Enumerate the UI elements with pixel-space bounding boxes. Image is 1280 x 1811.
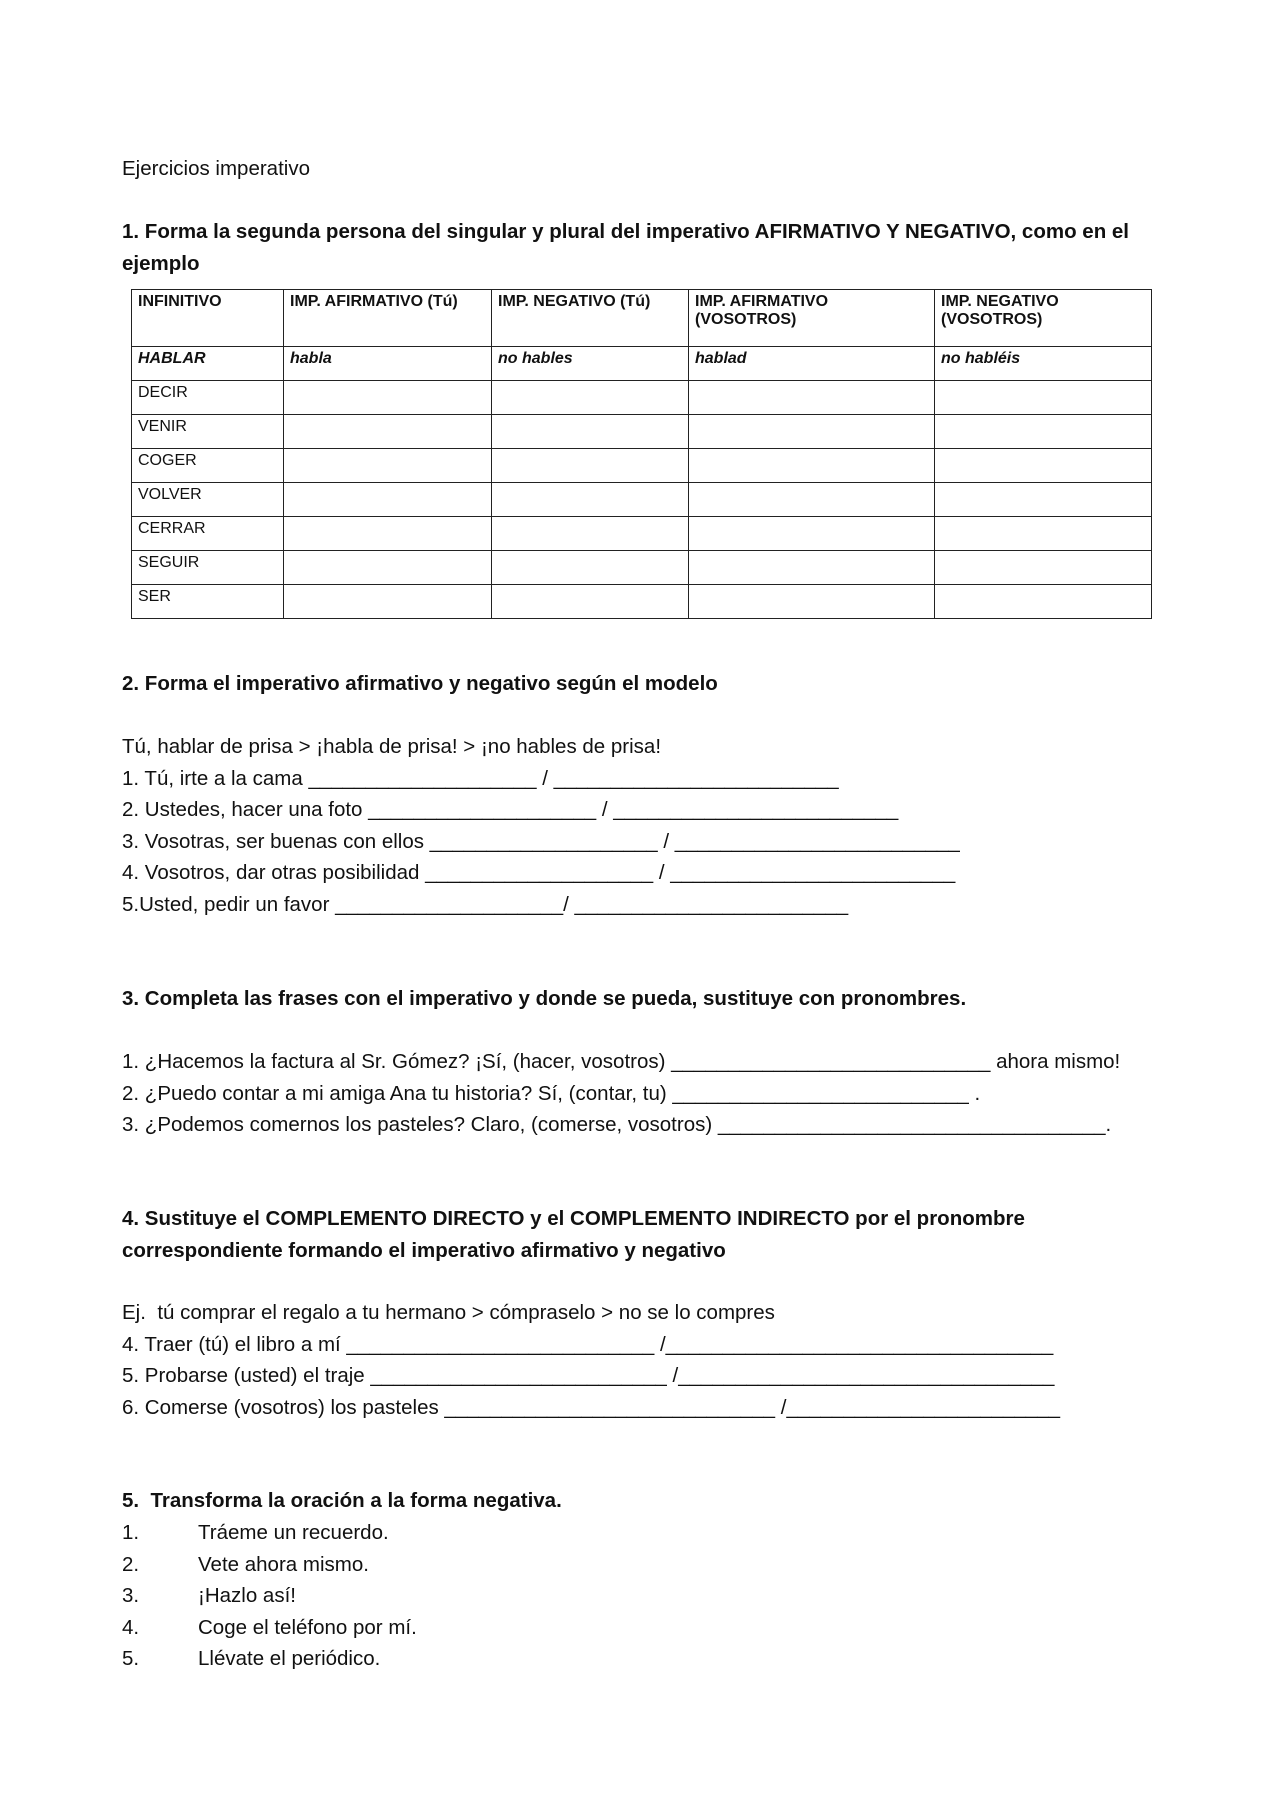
answer-cell[interactable] [935,551,1152,585]
conjugation-table [131,289,1152,619]
example-afirmativo-tu: habla [284,347,492,381]
answer-cell[interactable] [492,585,689,619]
table-row [132,449,1152,483]
exercise-3-line: 3. ¿Podemos comernos los pasteles? Claro, (comerse, vosotros) __________________________________. [122,1113,1112,1136]
list-item-number: 1. [122,1521,140,1544]
answer-cell[interactable] [284,551,492,585]
answer-cell[interactable] [689,585,935,619]
answer-cell[interactable] [935,483,1152,517]
exercise-4-body [122,1297,1162,1423]
list-item-number: 5. [122,1647,140,1670]
answer-cell[interactable] [935,585,1152,619]
exercise-4-line: 4. Traer (tú) el libro a mí ___________________________ /__________________________________ [122,1332,1054,1356]
header-infinitivo: INFINITIVO [132,290,284,347]
exercise-3-heading: 3. Completa las frases con el imperativo y donde se pueda, sustituye con pronombres. [122,987,967,1010]
answer-cell[interactable] [492,415,689,449]
exercise-3-line: 2. ¿Puedo contar a mi amiga Ana tu historia? Sí, (contar, tu) __________________________ . [122,1081,981,1105]
exercise-3-body [122,1046,1162,1141]
example-afirmativo-vosotros: hablad [689,347,935,381]
exercise-2-line: 2. Ustedes, hacer una foto ____________________ / _________________________ [122,798,899,821]
list-item-text: Vete ahora mismo. [198,1552,369,1576]
list-item-text: Llévate el periódico. [198,1647,381,1670]
list-item-number: 2. [122,1552,140,1576]
exercise-4-heading: 4. Sustituye el COMPLEMENTO DIRECTO y el COMPLEMENTO INDIRECTO por el pronombre correspondiente formando el imperativo afirmativo y negativo [122,1207,1025,1262]
answer-cell[interactable] [492,449,689,483]
verb-cell: VENIR [132,415,284,449]
table-row [132,483,1152,517]
table-row [132,551,1152,585]
answer-cell[interactable] [284,449,492,483]
exercise-2-line: 1. Tú, irte a la cama ____________________ / _________________________ [122,766,839,790]
answer-cell[interactable] [689,517,935,551]
table-row [132,517,1152,551]
exercise-5-heading: 5. Transforma la oración a la forma negativa. [122,1489,562,1512]
exercise-2-body [122,731,1162,920]
answer-cell[interactable] [284,483,492,517]
header-negativo-vosotros: IMP. NEGATIVO (VOSOTROS) [935,290,1152,347]
list-item-text: Tráeme un recuerdo. [198,1521,389,1544]
answer-cell[interactable] [284,517,492,551]
exercise-3-line: 1. ¿Hacemos la factura al Sr. Gómez? ¡Sí, (hacer, vosotros) ____________________________ ahora mismo! [122,1050,1121,1073]
answer-cell[interactable] [689,415,935,449]
list-item [122,1612,1162,1644]
table-row-example [132,347,1152,381]
answer-cell[interactable] [492,483,689,517]
exercise-2-line: 5.Usted, pedir un favor ____________________/ ________________________ [122,892,849,916]
verb-cell: VOLVER [132,483,284,517]
answer-cell[interactable] [689,381,935,415]
exercise-1-heading: 1. Forma la segunda persona del singular y plural del imperativo AFIRMATIVO Y NEGATIVO, como en el ejemplo [122,220,1130,275]
verb-cell: DECIR [132,381,284,415]
answer-cell[interactable] [284,415,492,449]
header-afirmativo-tu: IMP. AFIRMATIVO (Tú) [284,290,492,347]
exercise-5-list [122,1517,1162,1675]
exercise-4-model: Ej. tú comprar el regalo a tu hermano > cómpraselo > no se lo compres [122,1301,775,1324]
verb-cell: CERRAR [132,517,284,551]
list-item [122,1517,1162,1549]
answer-cell[interactable] [492,517,689,551]
list-item-text: ¡Hazlo así! [198,1584,296,1607]
answer-cell[interactable] [935,415,1152,449]
answer-cell[interactable] [935,449,1152,483]
example-infinitivo: HABLAR [132,347,284,381]
list-item [122,1643,1162,1675]
exercise-2-line: 4. Vosotros, dar otras posibilidad ____________________ / _________________________ [122,861,956,884]
exercise-4-line: 6. Comerse (vosotros) los pasteles _____________________________ /________________________ [122,1395,1061,1419]
exercise-2-line: 3. Vosotras, ser buenas con ellos ____________________ / _________________________ [122,829,960,853]
example-negativo-tu: no hables [492,347,689,381]
answer-cell[interactable] [284,585,492,619]
table-row [132,381,1152,415]
header-afirmativo-vosotros: IMP. AFIRMATIVO (VOSOTROS) [689,290,935,347]
document-title: Ejercicios imperativo [122,157,310,180]
verb-cell: SEGUIR [132,551,284,585]
verb-cell: COGER [132,449,284,483]
list-item [122,1549,1162,1581]
list-item [122,1580,1162,1612]
answer-cell[interactable] [689,551,935,585]
list-item-number: 4. [122,1615,140,1639]
answer-cell[interactable] [935,517,1152,551]
table-row [132,415,1152,449]
example-negativo-vosotros: no habléis [935,347,1152,381]
table-header-row [132,290,1152,347]
header-negativo-tu: IMP. NEGATIVO (Tú) [492,290,689,347]
answer-cell[interactable] [935,381,1152,415]
exercise-4-line: 5. Probarse (usted) el traje __________________________ /_________________________________ [122,1364,1055,1387]
answer-cell[interactable] [492,551,689,585]
verb-cell: SER [132,585,284,619]
answer-cell[interactable] [492,381,689,415]
exercise-2-heading: 2. Forma el imperativo afirmativo y negativo según el modelo [122,672,718,695]
table-row [132,585,1152,619]
answer-cell[interactable] [689,449,935,483]
list-item-text: Coge el teléfono por mí. [198,1615,417,1639]
answer-cell[interactable] [689,483,935,517]
exercise-2-model: Tú, hablar de prisa > ¡habla de prisa! > ¡no hables de prisa! [122,735,662,758]
list-item-number: 3. [122,1584,140,1607]
answer-cell[interactable] [284,381,492,415]
